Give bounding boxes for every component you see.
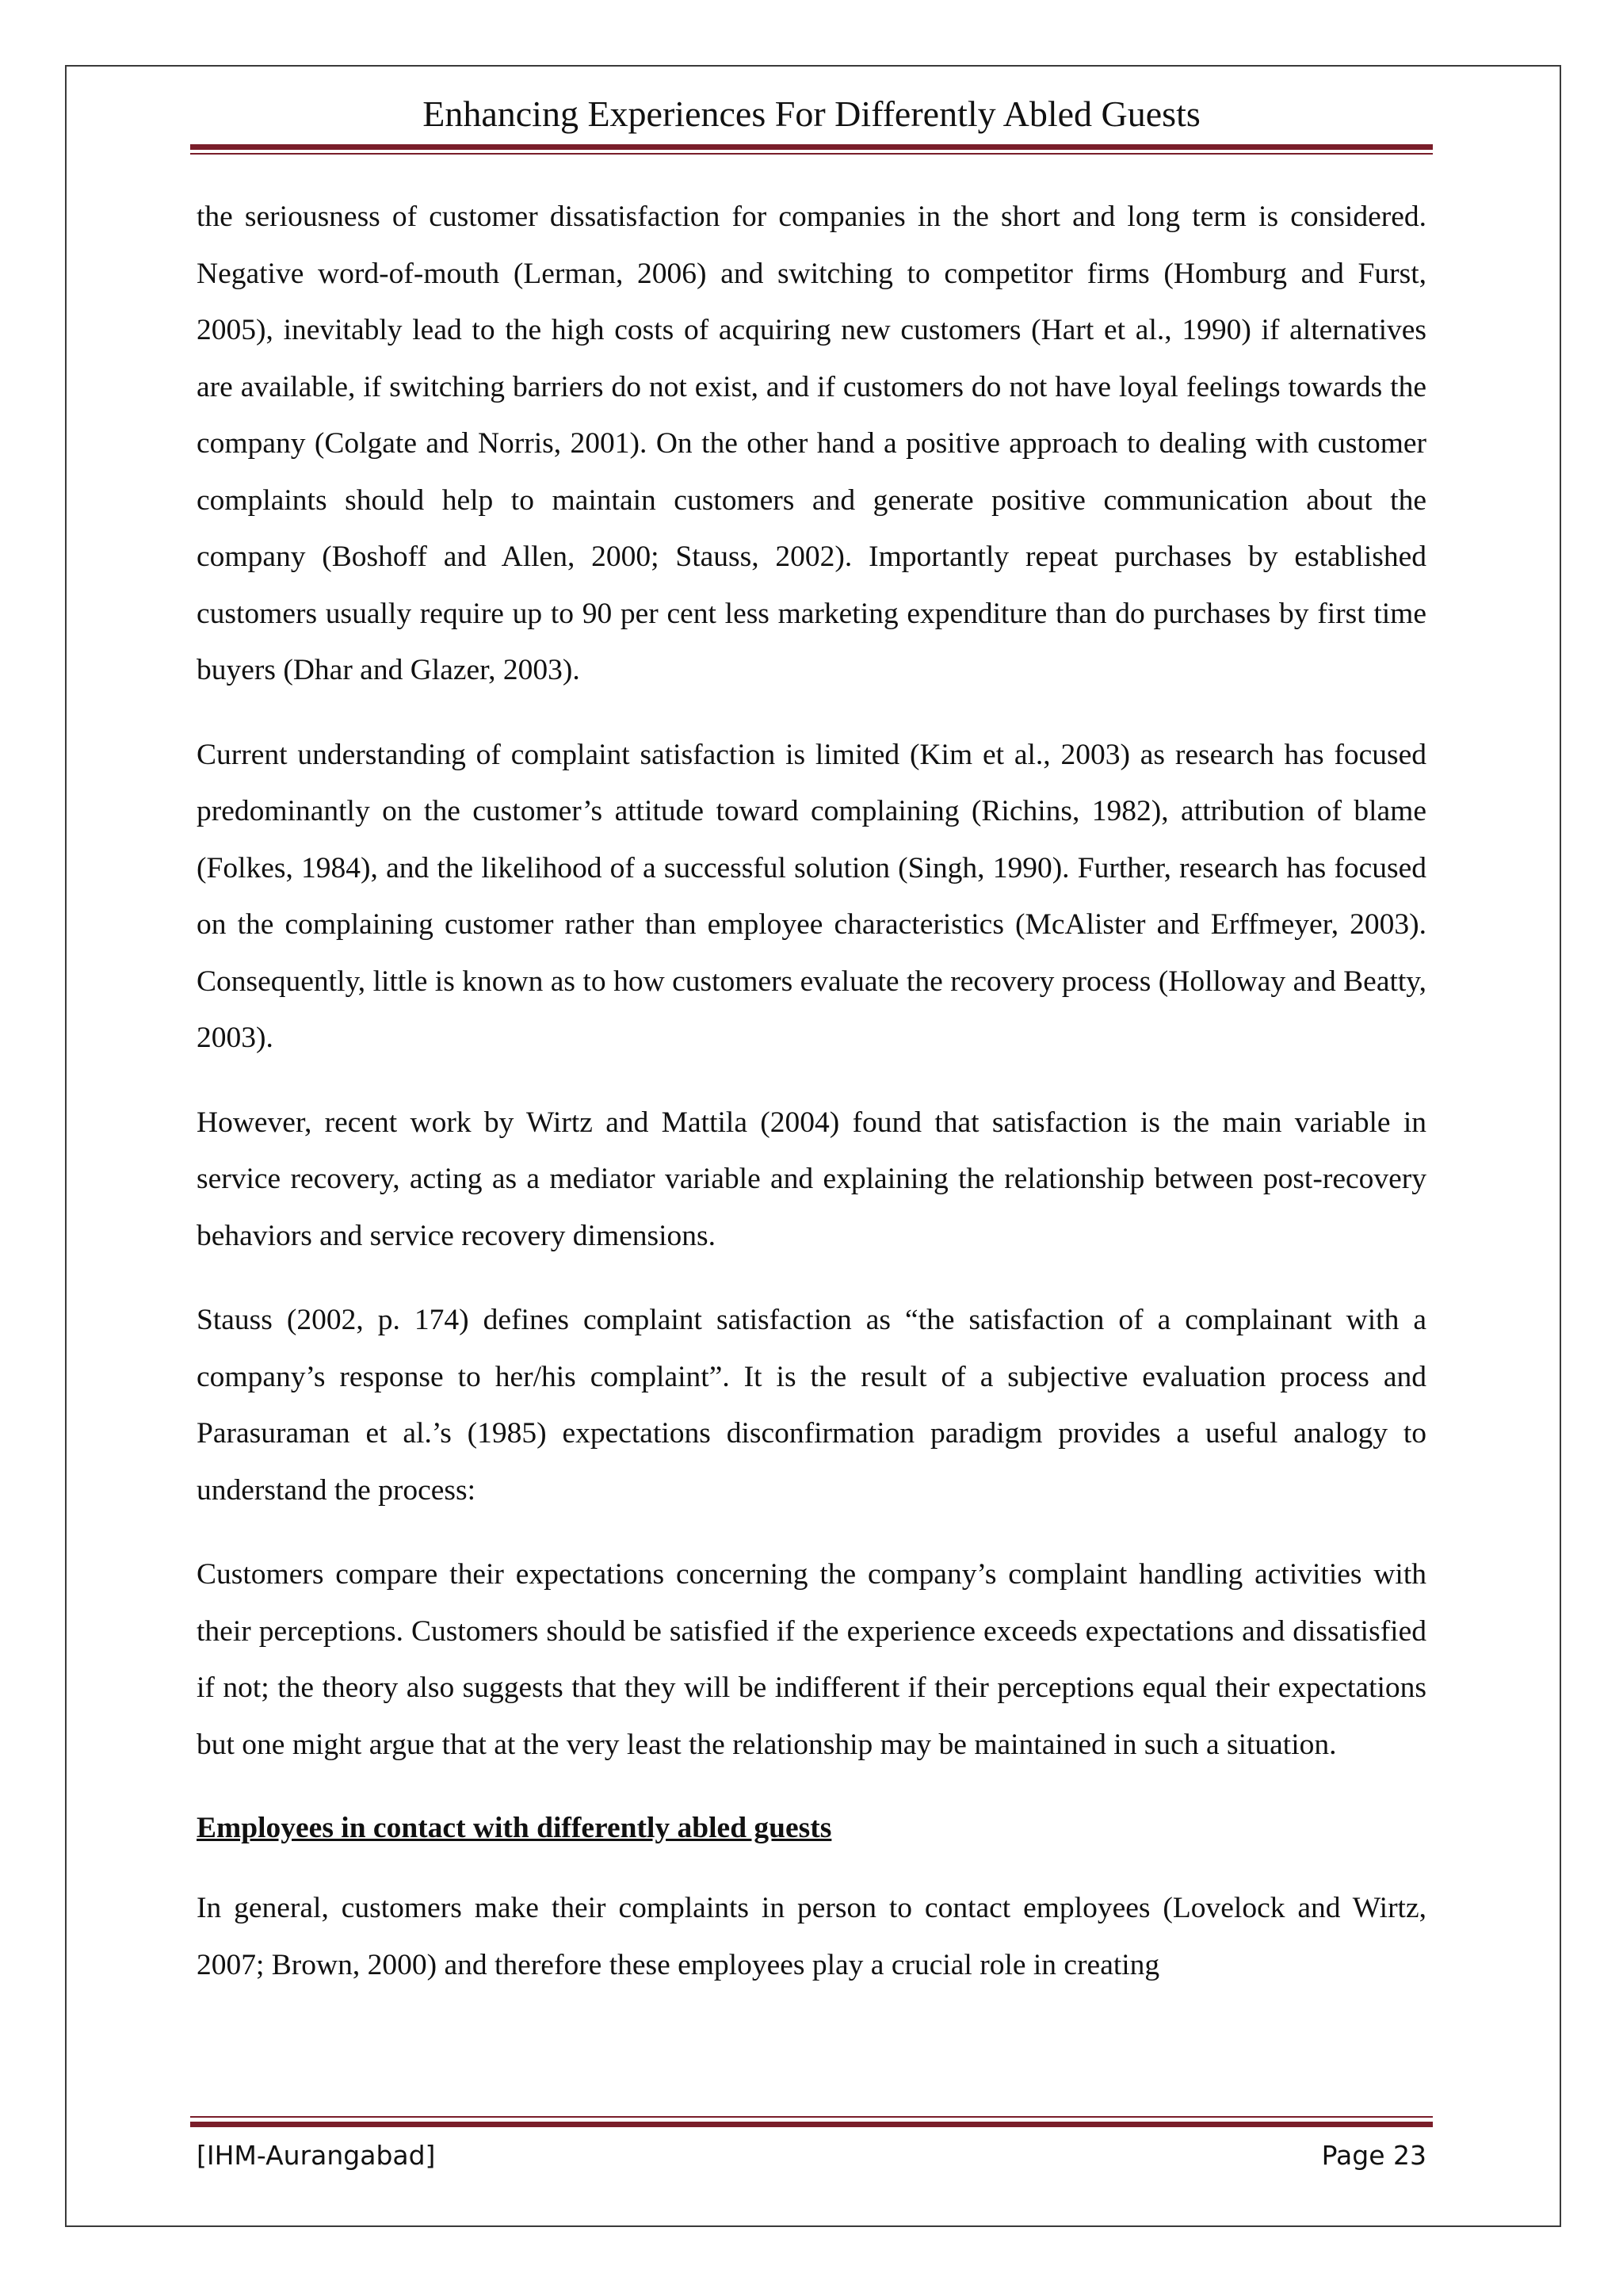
paragraph-5: Customers compare their expectations concerning the company’s complaint handling activities with their perceptions. Customers should be satisfied if the experience exceeds expectations and dissatisfied if not; the theory also suggests that they will be indifferent if their perceptions equal their expectations but one might argue that at the very least the relationship may be maintained in such a situation.	[197, 1558, 1426, 1761]
paragraph-1: the seriousness of customer dissatisfaction for companies in the short and long term is considered. Negative word-of-mouth (Lerman, 2006) and switching to competitor firms (Homburg and Furst, 2005), inevitably lead to the high costs of acquiring new customers (Hart et al., 1990) if alternatives are available, if switching barriers do not exist, and if customers do not have loyal feelings towards the company (Colgate and Norris, 2001). On the other hand a positive approach to dealing with customer complaints should help to maintain customers and generate positive communication about the company (Boshoff and Allen, 2000; Stauss, 2002). Importantly repeat purchases by established customers usually require up to 90 per cent less marketing expenditure than do purchases by first time buyers (Dhar and Glazer, 2003).	[197, 201, 1426, 686]
header-rule-thick	[190, 144, 1433, 150]
footer-rule-thin	[190, 2116, 1433, 2118]
paragraph-2: Current understanding of complaint satisfaction is limited (Kim et al., 2003) as research has focused predominantly on the customer’s attitude toward complaining (Richins, 1982), attribution of blame (Folkes, 1984), and the likelihood of a successful solution (Singh, 1990). Further, research has focused on the complaining customer rather than employee characteristics (McAlister and Erffmeyer, 2003). Consequently, little is known as to how customers evaluate the recovery process (Holloway and Beatty, 2003).	[197, 738, 1426, 1054]
page-body	[197, 189, 1426, 2021]
paragraph-3: However, recent work by Wirtz and Mattila (2004) found that satisfaction is the main variable in service recovery, acting as a mediator variable and explaining the relationship between post-recovery behaviors and service recovery dimensions.	[197, 1106, 1426, 1252]
footer-rule-thick	[190, 2122, 1433, 2127]
header-rule-thin	[190, 153, 1433, 155]
footer-institution: [IHM-Aurangabad]	[197, 2140, 436, 2171]
running-header-title: Enhancing Experiences For Differently Abled Guests	[422, 94, 1201, 134]
page-number: Page 23	[1321, 2140, 1426, 2171]
paragraph-4: Stauss (2002, p. 174) defines complaint satisfaction as “the satisfaction of a complainant with a company’s response to her/his complaint”. It is the result of a subjective evaluation process and Parasuraman et al.’s (1985) expectations disconfirmation paradigm provides a useful analogy to understand the process:	[197, 1304, 1426, 1507]
section-heading: Employees in contact with differently abled guests	[197, 1812, 832, 1844]
paragraph-6: In general, customers make their complaints in person to contact employees (Lovelock and Wirtz, 2007; Brown, 2000) and therefore these employees play a crucial role in creating	[197, 1892, 1426, 1981]
